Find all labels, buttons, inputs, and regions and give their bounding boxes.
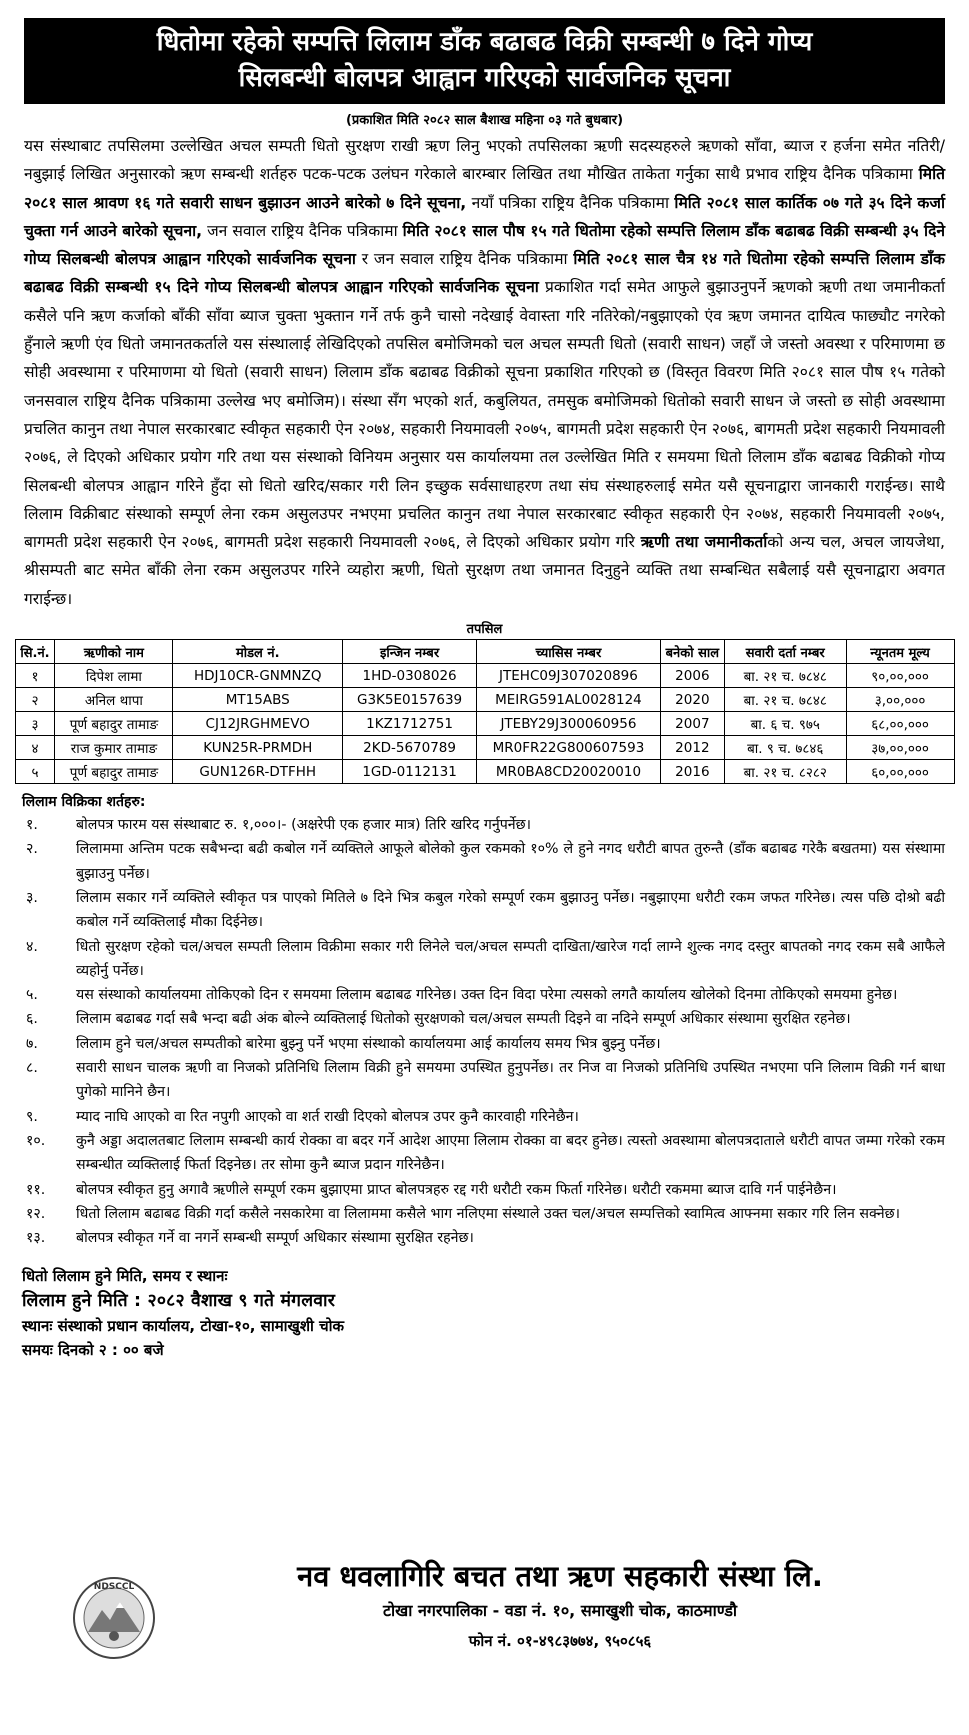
- organization-name: नव धवलागिरि बचत तथा ऋण सहकारी संस्था लि.: [297, 1559, 823, 1593]
- item-text: सवारी साधन चालक ऋणी वा निजको प्रतिनिधि लिलाम विक्री हुने समयमा उपस्थित हुनुपर्नेछ। तर निज वा निजको प्रतिनिधि उपस्थित नभएमा पनि लिलाम विक्री गर्न बाधा पुगेको मानिने छैन।: [76, 1060, 945, 1101]
- cell-minimum-price: ६०,००,०००: [846, 760, 954, 784]
- item-number: ६.: [26, 1011, 38, 1028]
- cell-minimum-price: ३,००,०००: [846, 688, 954, 712]
- item-number: १३.: [26, 1230, 46, 1247]
- item-number: १०.: [26, 1132, 46, 1149]
- auction-place: स्थानः संस्थाको प्रधान कार्यालय, टोखा-१०, सामाखुशी चोक: [22, 1317, 345, 1336]
- item-text: म्याद नाघि आएको वा रित नपुगी आएको वा शर्त राखी दिएको बोलपत्र उपर कुनै कारवाही गरिनेछैन।: [76, 1108, 579, 1125]
- table-title: तपसिल: [466, 622, 503, 638]
- body-text-6: को अन्य चल, अचल जायजेथा, श्रीसम्पती बाट समेत बाँकी लेना रकम असुलउपर गरिने व्यहोरा ऋणी, धितो सुरक्षण तथा जमानत दिनुहुने व्यक्ति तथा सम्बन्धित सबैलाई यसै सूचनाद्वारा अवगत गराईन्छ।: [24, 533, 946, 608]
- body-text-2: नयाँ पत्रिका राष्ट्रिय दैनिक पत्रिकामा: [466, 193, 675, 212]
- cell-sn: १: [15, 664, 55, 688]
- header-minimum-price: न्यूनतम मूल्य: [846, 640, 954, 664]
- list-item: [22, 1056, 945, 1105]
- organization-logo: [72, 1576, 156, 1660]
- organization-details: [200, 1556, 920, 1656]
- cell-engine-no: 1HD-0308026: [343, 664, 477, 688]
- item-text: बोलपत्र स्वीकृत हुनु अगावै ऋणीले सम्पूर्ण रकम बुझाएमा प्राप्त बोलपत्रहरु रद्द गरी धरौटी रकम फिर्ता गरिनेछ। धरौटी रकममा ब्याज दावि गर्न पाईनेछैन।: [76, 1181, 837, 1198]
- logo-lettering: NDSCCL: [93, 1582, 135, 1592]
- table-row: [15, 664, 954, 688]
- list-item: [22, 1226, 945, 1250]
- item-text: लिलाम हुने चल/अचल सम्पतीको बारेमा बुझ्नु पर्ने भएमा संस्थाको कार्यालयमा आई कार्यालय समय भित्र बुझ्नु पर्नेछ।: [76, 1035, 661, 1052]
- conditions-list: [22, 813, 945, 1250]
- auction-time: समयः दिनको २ : ०० बजे: [22, 1341, 164, 1360]
- vehicle-table: [15, 639, 955, 784]
- item-number: ७.: [26, 1035, 38, 1052]
- list-item: [22, 1007, 945, 1031]
- body-text-3: जन सवाल राष्ट्रिय दैनिक पत्रिकामा: [202, 221, 403, 240]
- body-bold-4: मिति २०८१ साल चैत्र १४ गते धितोमा रहेको सम्पत्ति लिलाम डाँक बढाबढ विक्री सम्बन्धी १५ दिने गोप्य सिलबन्धी बोलपत्र आह्वान गरिएको सार्वजनिक सूचना: [24, 250, 946, 297]
- cell-sn: २: [15, 688, 55, 712]
- organization-phone: फोन नं. ०१-४९८३७७४, ९५०८५६: [468, 1632, 652, 1650]
- organization-address: टोखा नगरपालिका - वडा नं. १०, समाखुशी चोक, काठमाण्डौ: [382, 1601, 738, 1620]
- cell-sn: ३: [15, 712, 55, 736]
- table-row: [15, 736, 954, 760]
- item-text: धितो सुरक्षण रहेको चल/अचल सम्पती लिलाम विक्रीमा सकार गरी लिनेले चल/अचल सम्पती दाखिता/खारेज गर्दा लाग्ने शुल्क नगद दस्तुर बापतको नगद रकम सबै आफैले व्यहोर्नु पर्नेछ।: [76, 938, 945, 979]
- title-line-2: सिलबन्धी बोलपत्र आह्वान गरिएको सार्वजनिक सूचना: [238, 63, 731, 93]
- body-bold-3: मिति २०८१ साल पौष १५ गते धितोमा रहेको सम्पत्ति लिलाम डाँक बढाबढ विक्री सम्बन्धी ३५ दिने गोप्य सिलबन्धी बोलपत्र आह्वान गरिएको सार्वजनिक सूचना: [24, 221, 946, 269]
- header-model-no: मोडल नं.: [173, 640, 343, 664]
- auction-details: [22, 1264, 955, 1362]
- cell-year: 2007: [660, 712, 724, 736]
- header-borrower-name: ऋणीको नाम: [55, 640, 173, 664]
- auction-heading: धितो लिलाम हुने मिति, समय र स्थानः: [22, 1267, 228, 1286]
- header-engine-no: इन्जिन नम्बर: [343, 640, 477, 664]
- cell-registration-no: बा. ६ च. ९७५: [724, 712, 846, 736]
- list-item: [22, 1032, 945, 1056]
- cell-minimum-price: ६८,००,०००: [846, 712, 954, 736]
- item-number: ८.: [26, 1060, 38, 1077]
- table-row: [15, 760, 954, 784]
- body-bold-5: ऋणी तथा जमानीकर्ता: [640, 533, 768, 552]
- cell-borrower-name: पूर्ण बहादुर तामाङ: [55, 760, 173, 784]
- list-item: [22, 813, 945, 837]
- list-item: [22, 1105, 945, 1129]
- cell-year: 2020: [660, 688, 724, 712]
- cell-model-no: KUN25R-PRMDH: [173, 736, 343, 760]
- table-header-row: [15, 640, 954, 664]
- cell-minimum-price: ३७,००,०००: [846, 736, 954, 760]
- title-line-1: धितोमा रहेको सम्पत्ति लिलाम डाँक बढाबढ विक्री सम्बन्धी ७ दिने गोप्य: [156, 27, 813, 57]
- item-number: १.: [26, 817, 38, 834]
- cell-model-no: HDJ10CR-GNMNZQ: [173, 664, 343, 688]
- body-text-5: प्रकाशित गर्दा समेत आफुले बुझाउनुपर्ने ऋणको ऋणी तथा जमानीकर्ता कसैले पनि ऋण कर्जाको बाँकी साँवा ब्याज चुक्ता भुक्तान गर्ने तर्फ कुनै चासो नदेखाई वेवास्ता गरि नतिरेको/नबुझाएको एंव ऋण जमानत दायित्व फाछ्यौट नगरेको हुँनाले ऋणी एंव धितो जमानतकर्ताले यस संस्थालाई लेखिदिएको तपसिल बमोजिमको चल अचल सम्पती धितो (सवारी साधन) जहाँ जे जस्तो अवस्था र परिमाणमा छ सोही अवस्थामा र परिमाणमा यो धितो (सवारी साधन) लिलाम डाँक बढाबढ विक्रीको सूचना प्रकाशित गरिएको छ (विस्तृत विवरण मिति २०८१ साल पौष १५ गतेको जनसवाल राष्ट्रिय दैनिक पत्रिकामा उल्लेख भए बमोजिम)। संस्था सँग भएको शर्त, कबुलियत, तमसुक बमोजिमको धितोको सवारी साधन जे जस्तो छ सोही अवस्थामा प्रचलित कानुन तथा नेपाल सरकारबाट स्वीकृत सहकारी ऐन २०७४, सहकारी नियमावली २०७५, बागमती प्रदेश सहकारी ऐन २०७६, बागमती प्रदेश सहकारी नियमावली २०७६, ले दिएको अधिकार प्रयोग गरि तथा यस संस्थाको विनियम अनुसार यस कार्यालयमा तल उल्लेखित मिति र समयमा धितो लिलाम डाँक बढाबढ विक्रीको गोप्य सिलबन्धी बोलपत्र आह्वान गरिने हुँदा सो धितो खरिद/सकार गरी लिन इच्छुक सर्वसाधाहरण तथा संघ संस्थाहरुलाई समेत यसै सूचनाद्वारा जानकारी गराईन्छ। साथै लिलाम विक्रीबाट संस्थाको सम्पूर्ण लेना रकम असुलउपर नभएमा प्रचलित कानुन तथा नेपाल सरकारबाट स्वीकृत सहकारी ऐन २०७४, सहकारी नियमावली २०७५, बागमती प्रदेश सहकारी ऐन २०७६, बागमती प्रदेश सहकारी नियमावली २०७६, ले दिएको अधिकार प्रयोग गरि: [24, 278, 945, 552]
- list-item: [22, 886, 945, 935]
- notice-page: [0, 18, 969, 1735]
- item-number: ४.: [26, 938, 38, 955]
- cell-model-no: MT15ABS: [173, 688, 343, 712]
- cell-chassis-no: JTEBY29J300060956: [477, 712, 661, 736]
- list-item: [22, 1178, 945, 1202]
- cell-registration-no: बा. २१ च. ७८४८: [724, 664, 846, 688]
- item-text: बोलपत्र फारम यस संस्थाबाट रु. १,०००।- (अक्षरेपी एक हजार मात्र) तिरि खरिद गर्नुपर्नेछ।: [76, 817, 531, 834]
- list-item: [22, 1129, 945, 1178]
- list-item: [22, 935, 945, 984]
- item-text: लिलाममा अन्तिम पटक सबैभन्दा बढी कबोल गर्ने व्यक्तिले आफूले बोलेको कुल रकमको १०% ले हुने नगद धरौटी बापत तुरुन्तै (डाँक बढाबढ गरेकै बखतमा) यस संस्थामा बुझाउनु पर्नेछ।: [76, 841, 945, 882]
- item-number: ९.: [26, 1108, 38, 1125]
- notice-body: [24, 132, 945, 613]
- body-bold-2: मिति २०८१ साल कार्तिक ०७ गते ३५ दिने कर्जा चुक्ता गर्न आउने बारेको सूचना,: [24, 193, 945, 240]
- cell-year: 2006: [660, 664, 724, 688]
- cell-chassis-no: JTEHC09J307020896: [477, 664, 661, 688]
- item-number: ११.: [26, 1181, 46, 1198]
- item-number: ३.: [26, 889, 38, 906]
- published-date: (प्रकाशित मिति २०८२ साल बैशाख महिना ०३ गते बुधबार): [345, 113, 624, 128]
- cell-year: 2016: [660, 760, 724, 784]
- header-sn: सि.नं.: [15, 640, 55, 664]
- cell-borrower-name: पूर्ण बहादुर तामाङ: [55, 712, 173, 736]
- cell-chassis-no: MR0BA8CD20020010: [477, 760, 661, 784]
- list-item: [22, 983, 945, 1007]
- item-text: धितो लिलाम बढाबढ विक्री गर्दा कसैले नसकारेमा वा लिलाममा कसैले भाग नलिएमा संस्थाले उक्त चल/अचल सम्पत्तिको स्वामित्व आफ्नमा सकार गरि लिन सक्नेछ।: [76, 1205, 900, 1222]
- cell-sn: ५: [15, 760, 55, 784]
- item-number: १२.: [26, 1205, 46, 1222]
- item-text: लिलाम सकार गर्ने व्यक्तिले स्वीकृत पत्र पाएको मितिले ७ दिने भित्र कबुल गरेको सम्पूर्ण रकम बुझाउनु पर्नेछ। नबुझाएमा धरौटी रकम जफत गरिनेछ। त्यस पछि दोश्रो बढी कबोल गर्ने व्यक्तिलाई मौका दिईनेछ।: [76, 889, 945, 931]
- cell-engine-no: 1GD-0112131: [343, 760, 477, 784]
- cell-minimum-price: ९०,००,०००: [846, 664, 954, 688]
- cell-registration-no: बा. ९ च. ७८४६: [724, 736, 846, 760]
- conditions-title: लिलाम विक्रिका शर्तहरु:: [22, 794, 146, 811]
- item-number: २.: [26, 841, 38, 858]
- body-text-1: यस संस्थाबाट तपसिलमा उल्लेखित अचल सम्पती धितो सुरक्षण राखी ऋण लिनु भएको तपसिलका ऋणी सदस्यहरुले ऋणको साँवा, ब्याज र हर्जना समेत नतिरी/नबुझाई लिखित अनुसारको ऋण सम्बन्धी शर्तहरु पटक-पटक उलंघन गरेकाले बारम्बार लिखित तथा मौखित ताकेता गर्नुका साथै प्रभाव राष्ट्रिय दैनिक पत्रिकामा: [24, 137, 945, 184]
- list-item: [22, 837, 945, 886]
- header-year: बनेको साल: [660, 640, 724, 664]
- cell-sn: ४: [15, 736, 55, 760]
- cell-model-no: CJ12JRGHMEVO: [173, 712, 343, 736]
- cell-borrower-name: राज कुमार तामाङ: [55, 736, 173, 760]
- auction-date: लिलाम हुने मिति : २०८२ वैशाख ९ गते मंगलवार: [22, 1291, 336, 1312]
- cell-borrower-name: अनिल थापा: [55, 688, 173, 712]
- cell-borrower-name: दिपेश लामा: [55, 664, 173, 688]
- item-text: लिलाम बढाबढ गर्दा सबै भन्दा बढी अंक बोल्ने व्यक्तिलाई धितोको सुरक्षणको चल/अचल सम्पती दिइने वा नदिने सम्पूर्ण अधिकार संस्थामा सुरक्षित रहनेछ।: [76, 1011, 851, 1028]
- cell-chassis-no: MEIRG591AL0028124: [477, 688, 661, 712]
- body-bold-1: मिति २०८१ साल श्रावण १६ गते सवारी साधन बुझाउन आउने बारेको ७ दिने सूचना,: [24, 165, 945, 212]
- item-text: बोलपत्र स्वीकृत गर्ने वा नगर्ने सम्बन्धी सम्पूर्ण अधिकार संस्थामा सुरक्षित रहनेछ।: [76, 1230, 474, 1247]
- cell-registration-no: बा. २१ च. ७८४८: [724, 688, 846, 712]
- body-text-4: र जन सवाल राष्ट्रिय दैनिक पत्रिकामा: [355, 250, 574, 269]
- cell-engine-no: 1KZ1712751: [343, 712, 477, 736]
- header-chassis-no: च्यासिस नम्बर: [477, 640, 661, 664]
- cell-year: 2012: [660, 736, 724, 760]
- organization-footer: [0, 1556, 969, 1726]
- cell-chassis-no: MR0FR22G800607593: [477, 736, 661, 760]
- item-text: यस संस्थाको कार्यालयमा तोकिएको दिन र समयमा लिलाम बढाबढ गरिनेछ। उक्त दिन विदा परेमा त्यसको लगतै कार्यालय खोलेको दिनमा तोकिएको समयमा हुनेछ।: [76, 987, 898, 1004]
- item-number: ५.: [26, 987, 38, 1004]
- table-row: [15, 712, 954, 736]
- list-item: [22, 1202, 945, 1226]
- table-row: [15, 688, 954, 712]
- cell-model-no: GUN126R-DTFHH: [173, 760, 343, 784]
- header-registration-no: सवारी दर्ता नम्बर: [724, 640, 846, 664]
- cell-engine-no: 2KD-5670789: [343, 736, 477, 760]
- item-text: कुनै अड्डा अदालतबाट लिलाम सम्बन्धी कार्य रोक्का वा बदर गर्ने आदेश आएमा लिलाम रोक्का वा बदर हुनेछ। त्यस्तो अवस्थामा बोलपत्रदाताले धरौटी वापत जम्मा गरेको रकम सम्बन्धीत व्यक्तिलाई फिर्ता दिइनेछ। तर सोमा कुनै ब्याज प्रदान गरिनेछैन।: [76, 1132, 945, 1174]
- notice-title-banner: [24, 18, 945, 104]
- cell-registration-no: बा. २१ च. ८२८२: [724, 760, 846, 784]
- cell-engine-no: G3K5E0157639: [343, 688, 477, 712]
